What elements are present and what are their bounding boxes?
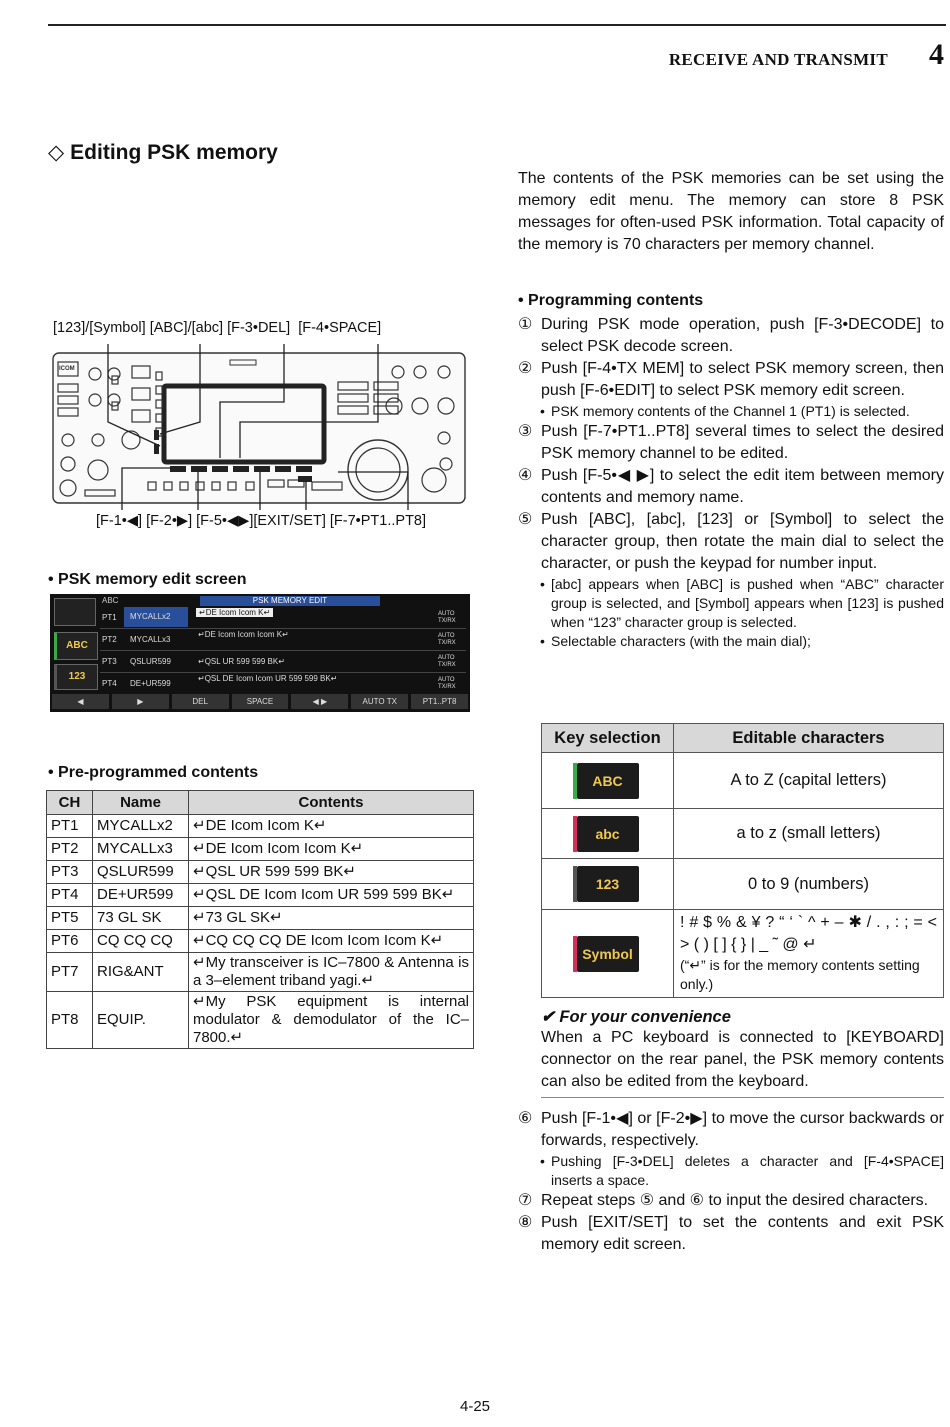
convenience-box <box>541 1007 944 1098</box>
table-row <box>47 953 474 992</box>
step-5 <box>518 509 944 575</box>
memory-row[interactable] <box>100 607 466 629</box>
convenience-title <box>541 1007 944 1027</box>
col-contents: Contents <box>189 791 474 815</box>
step-4 <box>518 465 944 509</box>
step-6-note: • Pushing [F-3•DEL] deletes a character and [F-4•SPACE] inserts a space. <box>540 1153 944 1188</box>
cell-ch: PT3 <box>47 861 93 884</box>
fkey-space[interactable]: SPACE <box>232 694 289 709</box>
cell-chars: ! # $ % & ¥ ? “ ‘ ` ^ + – ✱ / . , : ; = < > ( ) [ ] { } | _ ˜ @ ↵ <box>680 914 937 953</box>
cell-ch: PT1 <box>47 815 93 838</box>
brand-logo: ICOM <box>59 366 75 372</box>
side-blank-button[interactable] <box>54 598 96 626</box>
cell-ch: PT4 <box>47 884 93 907</box>
diagram-top-labels <box>53 320 381 336</box>
step-text: Push [EXIT/SET] to set the contents and exit PSK memory edit screen. <box>541 1214 944 1253</box>
table-row <box>47 907 474 930</box>
screen-title: PSK MEMORY EDIT <box>200 596 380 606</box>
col-name: Name <box>93 791 189 815</box>
label-f5-leftright: [F-5•◀▶] <box>196 513 254 529</box>
table-header-row <box>47 791 474 815</box>
label-f1-left: [F-1•◀] <box>96 513 143 529</box>
cell-name: EQUIP. <box>93 992 189 1049</box>
cell-note: (“↵” is for the memory contents setting only.) <box>680 957 920 992</box>
step-text: Push [F-7•PT1..PT8] several times to select the desired PSK memory channel to be edited. <box>541 423 944 462</box>
table-row <box>542 809 944 859</box>
cell-ch: PT7 <box>47 953 93 992</box>
side-abc-button[interactable]: ABC <box>54 632 98 660</box>
key-selection-table <box>541 723 944 998</box>
table-row <box>47 861 474 884</box>
step-text: Push [F-5•◀ ▶] to select the edit item between memory contents and memory name. <box>541 467 944 506</box>
memory-row[interactable] <box>100 673 466 694</box>
label-exit-set: [EXIT/SET] <box>253 513 326 529</box>
step-6 <box>518 1108 944 1152</box>
row-ch: PT1 <box>102 613 117 622</box>
cell-contents: ↵My PSK equipment is internal modulator & demodulator of the IC–7800.↵ <box>189 992 474 1049</box>
convenience-title-text: For your convenience <box>559 1008 731 1026</box>
fkey-left[interactable]: ◀ <box>52 694 109 709</box>
cell-contents: ↵My transceiver is IC–7800 & Antenna is a 3–element triband yagi.↵ <box>189 953 474 992</box>
cell-name: CQ CQ CQ <box>93 930 189 953</box>
screen-tab: ABC <box>102 596 119 605</box>
memory-row[interactable] <box>100 651 466 673</box>
function-key-row <box>52 694 468 709</box>
step-number: ⑥ <box>518 1110 533 1127</box>
step-number: ③ <box>518 423 533 440</box>
cell-contents: ↵QSL UR 599 599 BK↵ <box>189 861 474 884</box>
row-name: DE+UR599 <box>130 679 171 688</box>
table-row <box>542 910 944 998</box>
table-row <box>47 992 474 1049</box>
row-mode: AUTO TX/RX <box>438 611 456 624</box>
step-2 <box>518 358 944 402</box>
col-ch: CH <box>47 791 93 815</box>
cell-name: 73 GL SK <box>93 907 189 930</box>
label-f4-space: [F-4•SPACE] <box>298 320 382 336</box>
row-mode: AUTO TX/RX <box>438 633 456 646</box>
step-1 <box>518 314 944 358</box>
cell-name: MYCALLx3 <box>93 838 189 861</box>
fkey-del[interactable]: DEL <box>172 694 229 709</box>
label-f7-pt: [F-7•PT1..PT8] <box>329 513 427 529</box>
fkey-auto-tx[interactable]: AUTO TX <box>351 694 408 709</box>
symbol-key-button: Symbol <box>577 936 639 972</box>
header-section-title: RECEIVE AND TRANSMIT <box>668 50 888 69</box>
row-content: ↵QSL DE Icom Icom UR 599 599 BK↵ <box>198 674 338 683</box>
fkey-pt1-pt8[interactable]: PT1..PT8 <box>411 694 468 709</box>
col-key-selection: Key selection <box>542 724 674 753</box>
header-rule <box>48 24 946 26</box>
note-text: Pushing [F-3•DEL] deletes a character and [F-4•SPACE] inserts a space. <box>551 1153 944 1188</box>
row-content: ↵DE Icom Icom K↵ <box>196 608 273 617</box>
programming-section <box>518 292 944 651</box>
cell-ch: PT2 <box>47 838 93 861</box>
cell-contents: ↵CQ CQ CQ DE Icom Icom Icom K↵ <box>189 930 474 953</box>
cell-name: RIG&ANT <box>93 953 189 992</box>
preprog-table <box>46 790 474 1049</box>
num-key-button: 123 <box>577 866 639 902</box>
note-text: PSK memory contents of the Channel 1 (PT1) is selected. <box>551 403 910 419</box>
cell-chars: a to z (small letters) <box>674 809 944 859</box>
fkey-right[interactable]: ▶ <box>112 694 169 709</box>
radio-panel-drawing <box>48 342 473 512</box>
screen-left-panel <box>52 596 96 688</box>
step-number: ① <box>518 316 533 333</box>
abc-lower-key-button: abc <box>577 816 639 852</box>
table-row <box>542 753 944 809</box>
radio-diagram <box>48 318 473 536</box>
step-2-note: • PSK memory contents of the Channel 1 (PT1) is selected. <box>540 403 910 419</box>
table-header-row <box>542 724 944 753</box>
side-123-button[interactable]: 123 <box>54 664 98 690</box>
row-ch: PT3 <box>102 657 117 666</box>
label-123-symbol: [123]/[Symbol] <box>53 320 146 336</box>
preprog-heading: • Pre-programmed contents <box>48 764 259 781</box>
row-name: QSLUR599 <box>130 657 171 666</box>
programming-heading: • Programming contents <box>518 292 704 309</box>
label-f2-right: [F-2•▶] <box>146 513 193 529</box>
step-number: ⑦ <box>518 1192 533 1209</box>
abc-key-button: ABC <box>577 763 639 799</box>
cell-contents: ↵DE Icom Icom Icom K↵ <box>189 838 474 861</box>
label-f3-del: [F-3•DEL] <box>227 320 291 336</box>
step-3 <box>518 421 944 465</box>
section-title-text: Editing PSK memory <box>70 141 278 164</box>
cell-chars: A to Z (capital letters) <box>674 753 944 809</box>
step-number: ⑤ <box>518 511 533 528</box>
row-content: ↵QSL UR 599 599 BK↵ <box>198 657 285 666</box>
cell-contents: ↵73 GL SK↵ <box>189 907 474 930</box>
row-name: MYCALLx3 <box>130 635 171 644</box>
diamond-icon: ◇ <box>48 141 65 164</box>
row-ch: PT2 <box>102 635 117 644</box>
table-row <box>47 930 474 953</box>
page-number: 4-25 <box>459 1398 491 1415</box>
section-title <box>48 140 278 165</box>
edit-screen-heading: • PSK memory edit screen <box>48 571 247 588</box>
step-number: ② <box>518 360 533 377</box>
step-text: During PSK mode operation, push [F-3•DECODE] to select PSK decode screen. <box>541 316 944 355</box>
step-7 <box>518 1190 944 1212</box>
col-editable-chars: Editable characters <box>674 724 944 753</box>
step-5-note-1: • [abc] appears when [ABC] is pushed when “ABC” character group is selected, and [Symbol] appears when [123] is pushed when “123” character group is selected. <box>540 576 944 630</box>
cell-ch: PT5 <box>47 907 93 930</box>
row-mode: AUTO TX/RX <box>438 655 456 668</box>
programming-section-2 <box>518 1108 944 1256</box>
table-row <box>47 838 474 861</box>
cell-name: MYCALLx2 <box>93 815 189 838</box>
table-row <box>542 859 944 910</box>
diagram-bottom-labels <box>96 513 426 529</box>
header-chapter-number: 4 <box>929 38 944 71</box>
step-number: ④ <box>518 467 533 484</box>
step-8 <box>518 1212 944 1256</box>
table-row <box>47 884 474 907</box>
row-content: ↵DE Icom Icom Icom K↵ <box>198 630 289 639</box>
memory-row[interactable] <box>100 629 466 651</box>
step-number: ⑧ <box>518 1214 533 1231</box>
table-row <box>47 815 474 838</box>
cell-contents: ↵QSL DE Icom Icom UR 599 599 BK↵ <box>189 884 474 907</box>
row-name: MYCALLx2 <box>124 607 188 627</box>
cell-contents: ↵DE Icom Icom K↵ <box>189 815 474 838</box>
cell-ch: PT8 <box>47 992 93 1049</box>
row-ch: PT4 <box>102 679 117 688</box>
convenience-text: When a PC keyboard is connected to [KEYBOARD] connector on the rear panel, the PSK memory contents can also be edited from the keyboard. <box>541 1029 944 1090</box>
fkey-leftright[interactable]: ◀ ▶ <box>291 694 348 709</box>
cell-name: DE+UR599 <box>93 884 189 907</box>
memory-rows <box>100 607 466 694</box>
check-icon: ✔ <box>541 1008 555 1026</box>
label-abc: [ABC]/[abc] <box>149 320 224 336</box>
intro-paragraph: The contents of the PSK memories can be set using the memory edit menu. The memory can store 8 PSK messages for often-used PSK information. Total capacity of the memory is 70 characters per memory channel. <box>518 170 944 253</box>
cell-name: QSLUR599 <box>93 861 189 884</box>
note-text: [abc] appears when [ABC] is pushed when “ABC” character group is selected, and [Symbol] appears when [123] is pushed when “123” character group is selected. <box>551 576 944 630</box>
step-text: Repeat steps ⑤ and ⑥ to input the desired characters. <box>541 1192 929 1209</box>
row-mode: AUTO TX/RX <box>438 677 456 690</box>
step-text: Push [F-1•◀] or [F-2•▶] to move the cursor backwards or forwards, respectively. <box>541 1110 944 1149</box>
cell-chars: 0 to 9 (numbers) <box>674 859 944 910</box>
step-text: Push [F-4•TX MEM] to select PSK memory screen, then push [F-6•EDIT] to select PSK memory edit screen. <box>541 360 944 399</box>
note-text: Selectable characters (with the main dial); <box>551 633 811 649</box>
cell-ch: PT6 <box>47 930 93 953</box>
step-text: Push [ABC], [abc], [123] or [Symbol] to select the character group, then rotate the main dial to select the character, or push the keypad for number input. <box>541 511 944 572</box>
step-5-note-2: • Selectable characters (with the main dial); <box>540 633 811 649</box>
psk-edit-screen <box>50 594 470 712</box>
